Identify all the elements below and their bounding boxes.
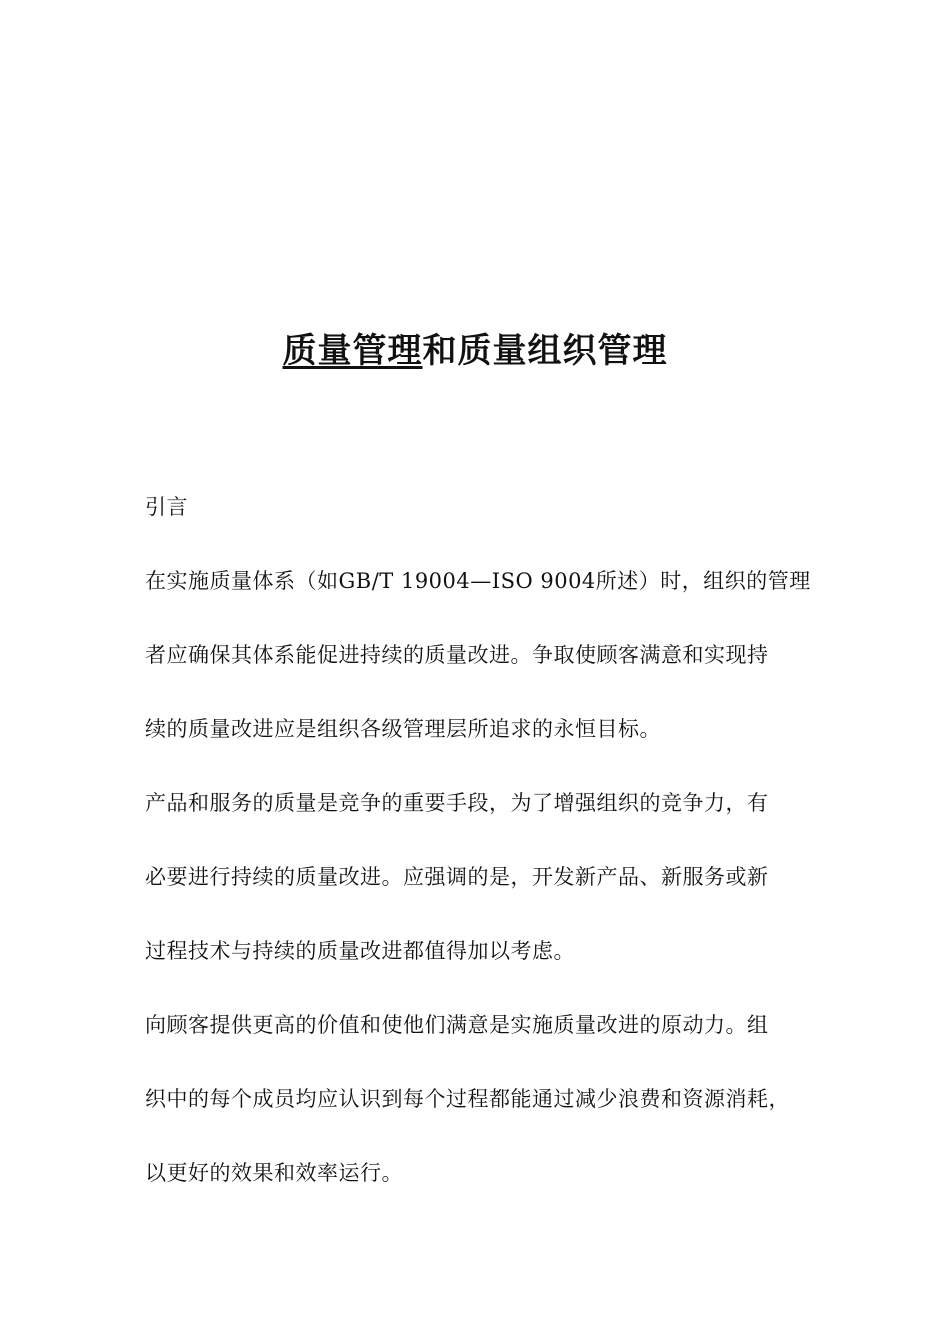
line-text: 、新服务或新 bbox=[639, 865, 769, 889]
paragraph-line bbox=[145, 544, 810, 618]
line-text: 在实施质量体系（如GB/T 19004—ISO 9004所述）时，组织的 bbox=[145, 569, 768, 593]
paragraph-1 bbox=[145, 544, 810, 766]
document-title bbox=[0, 326, 950, 376]
section-heading: 引言 bbox=[145, 495, 188, 519]
line-text: 必要进行持续的质量改进。应强调的是，开发 bbox=[145, 865, 575, 889]
link-new-product[interactable]: 新产品 bbox=[575, 865, 640, 889]
title-underlined-part[interactable]: 质量管理 bbox=[282, 331, 423, 371]
line-text: 织中的每个成员均应认识到每个过程都能通过减少浪费和资源消耗， bbox=[145, 1087, 790, 1111]
line-text: 向顾客提供更高的价值和使他们满意是实施质量改进的原动力。组 bbox=[145, 1013, 769, 1037]
paragraph-line bbox=[145, 988, 810, 1062]
paragraph-line bbox=[145, 840, 810, 914]
paragraph-3 bbox=[145, 988, 810, 1210]
paragraph-line bbox=[145, 692, 810, 766]
paragraph-line bbox=[145, 618, 810, 692]
link-manager[interactable]: 管理 bbox=[767, 569, 811, 593]
paragraph-line bbox=[145, 1062, 810, 1136]
line-text: 续的质量改进应是组织各级管理层所追求的永恒目标。 bbox=[145, 717, 661, 741]
paragraph-line bbox=[145, 766, 810, 840]
paragraph-2 bbox=[145, 766, 810, 988]
title-rest: 和质量组织管理 bbox=[422, 331, 668, 371]
link-manager-continued[interactable]: 者 bbox=[145, 643, 167, 667]
paragraph-line bbox=[145, 914, 810, 988]
line-text: 应确保其体系能促进持续的质量改进。争取使顾客满意和实现持 bbox=[166, 643, 769, 667]
document-body bbox=[145, 470, 810, 1210]
line-text: 以更好的效果和效率运行。 bbox=[145, 1161, 403, 1185]
line-text: 过程技术与持续的质量改进都值得加以考虑。 bbox=[145, 939, 575, 963]
line-text: 产品和服务的质量是竞争的重要手段，为了增强组织的竞争力，有 bbox=[145, 791, 769, 815]
paragraph-line bbox=[145, 1136, 810, 1210]
